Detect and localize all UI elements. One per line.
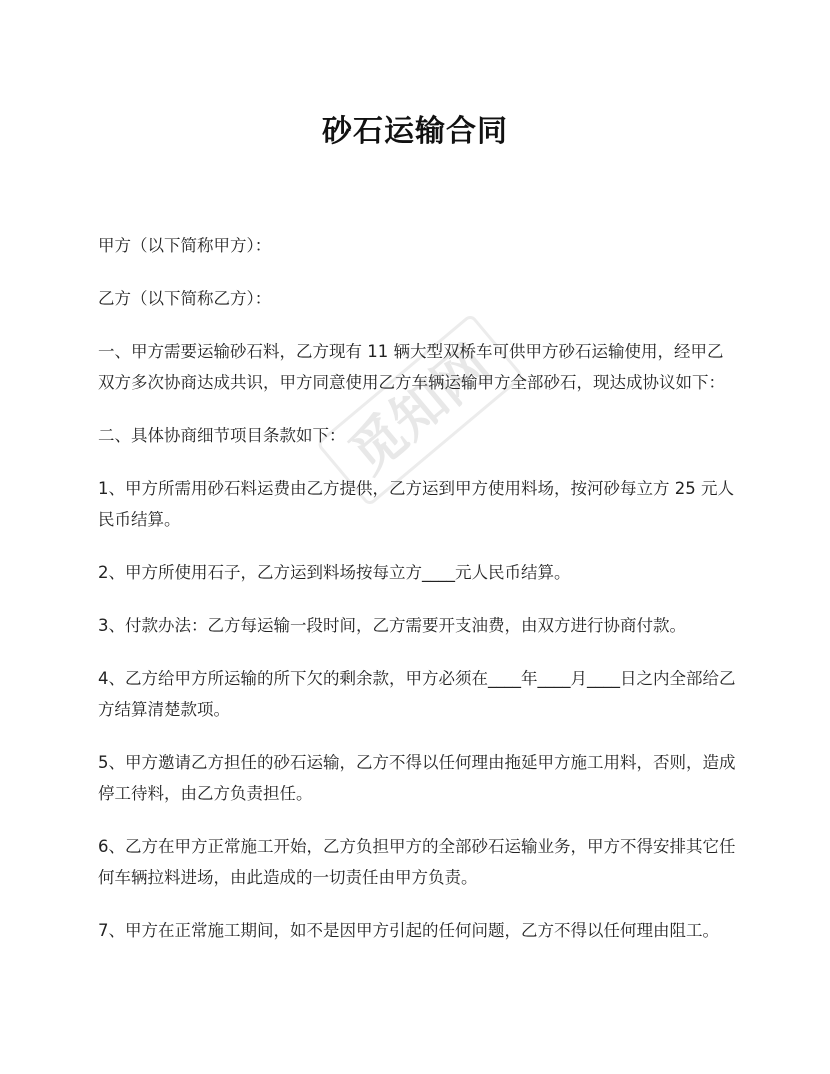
party-b-line: 乙方（以下简称乙方）：	[98, 289, 272, 308]
term-item-7: 7、甲方在正常施工期间，如不是因甲方引起的任何问题，乙方不得以任何理由阻工。	[98, 921, 719, 940]
clause-2-heading: 二、具体协商细节项目条款如下：	[98, 426, 346, 445]
clause-1-intro: 一、甲方需要运输砂石料，乙方现有 11 辆大型双桥车可供甲方砂石运输使用，经甲乙双方多次协商达成共识，甲方同意使用乙方车辆运输甲方全部砂石，现达成协议如下：	[98, 342, 725, 392]
term-item-4: 4、乙方给甲方所运输的所下欠的剩余款，甲方必须在____年____月____日之内全部给乙方结算清楚款项。	[98, 669, 736, 719]
svg-text:觅知网: 觅知网	[337, 333, 502, 486]
term-item-6: 6、乙方在甲方正常施工开始，乙方负担甲方的全部砂石运输业务，甲方不得安排其它任何车辆拉料进场，由此造成的一切责任由甲方负责。	[98, 837, 736, 887]
party-a-line: 甲方（以下简称甲方）：	[98, 236, 272, 255]
term-item-5: 5、甲方邀请乙方担任的砂石运输，乙方不得以任何理由拖延甲方施工用料，否则，造成停工待料，由乙方负责担任。	[98, 753, 736, 803]
document-body	[98, 230, 738, 968]
document-title: 砂石运输合同	[322, 114, 508, 149]
term-item-3: 3、付款办法：乙方每运输一段时间，乙方需要开支油费，由双方进行协商付款。	[98, 616, 686, 635]
term-item-1: 1、甲方所需用砂石料运费由乙方提供，乙方运到甲方使用料场，按河砂每立方 25 元人民币结算。	[98, 479, 734, 529]
term-item-2: 2、甲方所使用石子，乙方运到料场按每立方____元人民币结算。	[98, 563, 571, 582]
